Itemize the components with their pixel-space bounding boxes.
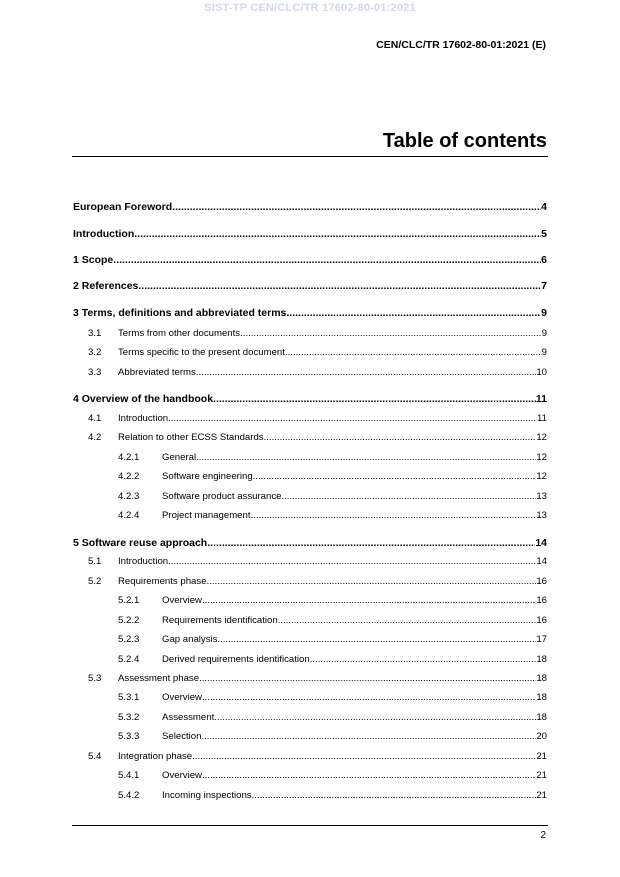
toc-entry[interactable] xyxy=(73,615,547,626)
toc-dot-leader xyxy=(202,770,536,781)
toc-entry-page: 12 xyxy=(536,452,547,463)
toc-entry-label: Assessment xyxy=(162,712,215,723)
toc-dot-leader xyxy=(138,280,541,292)
toc-entry[interactable] xyxy=(73,790,547,801)
toc-entry-label: Terms from other documents xyxy=(118,328,241,339)
toc-dot-leader xyxy=(217,634,536,645)
toc-entry[interactable] xyxy=(73,751,547,762)
toc-entry-number: 5.3.3 xyxy=(118,731,140,742)
toc-dot-leader xyxy=(202,595,536,606)
toc-entry-page: 10 xyxy=(536,367,547,378)
toc-dot-leader xyxy=(207,576,537,587)
toc-entry-label: Terms, definitions and abbreviated terms xyxy=(81,307,287,319)
toc-dot-leader xyxy=(252,790,537,801)
toc-entry-number: 5.4.2 xyxy=(118,790,140,801)
toc-entry[interactable] xyxy=(73,254,547,266)
toc-entry-number: 2 xyxy=(73,280,79,292)
toc-entry-label: Introduction xyxy=(73,228,135,240)
toc-entry-label: Overview of the handbook xyxy=(81,393,214,405)
toc-dot-leader xyxy=(201,731,536,742)
toc-entry-number: 5.3 xyxy=(88,673,102,684)
toc-entry-label: Selection xyxy=(162,731,202,742)
toc-entry-label: Introduction xyxy=(118,413,169,424)
toc-entry-number: 5.2.1 xyxy=(118,595,140,606)
toc-entry-page: 17 xyxy=(536,634,547,645)
toc-entry-number: 5.2 xyxy=(88,576,102,587)
toc-entry-label: Software engineering xyxy=(162,471,253,482)
toc-entry-label: Project management xyxy=(162,510,251,521)
toc-entry[interactable] xyxy=(73,413,547,424)
toc-entry-label: General xyxy=(162,452,197,463)
toc-entry-number: 4.2.4 xyxy=(118,510,140,521)
toc-entry-page: 21 xyxy=(536,770,547,781)
toc-entry-label: Incoming inspections xyxy=(162,790,252,801)
toc-entry-label: Derived requirements identification xyxy=(162,654,310,665)
toc-entry-page: 20 xyxy=(536,731,547,742)
toc-entry[interactable] xyxy=(73,432,547,443)
toc-dot-leader xyxy=(286,307,541,319)
toc-dot-leader xyxy=(213,393,536,405)
toc-entry-label: Overview xyxy=(162,595,202,606)
toc-entry-page: 11 xyxy=(535,393,547,405)
toc-entry-number: 4.2.1 xyxy=(118,452,140,463)
toc-entry-number: 5.3.1 xyxy=(118,692,140,703)
toc-dot-leader xyxy=(196,367,536,378)
toc-entry-page: 14 xyxy=(535,537,547,549)
toc-entry-number: 1 xyxy=(73,254,79,266)
toc-entry-label: Integration phase xyxy=(118,751,193,762)
toc-entry-label: Introduction xyxy=(118,556,169,567)
toc-entry-page: 16 xyxy=(536,576,547,587)
toc-entry[interactable] xyxy=(73,731,547,742)
toc-entry[interactable] xyxy=(73,347,547,358)
watermark: SIST-TP CEN/CLC/TR 17602-80-01:2021 xyxy=(204,2,416,14)
toc-entry-label: Assessment phase xyxy=(118,673,200,684)
toc-dot-leader xyxy=(281,491,536,502)
toc-entry-page: 16 xyxy=(536,595,547,606)
toc-entry-page: 7 xyxy=(541,280,547,292)
toc-entry-page: 12 xyxy=(536,471,547,482)
toc-dot-leader xyxy=(199,673,536,684)
toc-entry[interactable] xyxy=(73,367,547,378)
toc-entry-label: Terms specific to the present document xyxy=(118,347,285,358)
toc-dot-leader xyxy=(202,692,536,703)
toc-entry[interactable] xyxy=(73,634,547,645)
toc-entry-page: 18 xyxy=(536,712,547,723)
toc-dot-leader xyxy=(168,413,537,424)
toc-entry[interactable] xyxy=(73,673,547,684)
page-title: Table of contents xyxy=(382,130,547,152)
toc-entry-number: 4.2.2 xyxy=(118,471,140,482)
toc-entry-number: 5.4.1 xyxy=(118,770,140,781)
document-identifier: CEN/CLC/TR 17602-80-01:2021 (E) xyxy=(376,39,546,51)
toc-entry-label: European Foreword xyxy=(73,201,173,213)
toc-entry-page: 21 xyxy=(536,751,547,762)
toc-entry-page: 16 xyxy=(536,615,547,626)
toc-dot-leader xyxy=(278,615,537,626)
toc-dot-leader xyxy=(172,201,541,213)
toc-dot-leader xyxy=(113,254,541,266)
toc-entry-number: 3.1 xyxy=(88,328,102,339)
toc-entry-page: 9 xyxy=(541,328,547,339)
toc-dot-leader xyxy=(196,452,536,463)
footer-divider xyxy=(72,825,548,826)
toc-entry-page: 5 xyxy=(541,228,547,240)
toc-dot-leader xyxy=(251,510,537,521)
toc-entry-number: 5.1 xyxy=(88,556,102,567)
toc-entry-number: 3 xyxy=(73,307,79,319)
toc-entry[interactable] xyxy=(73,307,547,319)
toc-entry-page: 18 xyxy=(536,673,547,684)
toc-entry-label: Abbreviated terms xyxy=(118,367,196,378)
toc-entry[interactable] xyxy=(73,471,547,482)
toc-entry-number: 3.3 xyxy=(88,367,102,378)
toc-dot-leader xyxy=(214,712,536,723)
toc-entry-number: 5.4 xyxy=(88,751,102,762)
toc-entry[interactable] xyxy=(73,328,547,339)
toc-entry-label: Software product assurance xyxy=(162,491,282,502)
toc-dot-leader xyxy=(240,328,542,339)
toc-entry[interactable] xyxy=(73,576,547,587)
toc-dot-leader xyxy=(264,432,537,443)
toc-entry-label: References xyxy=(81,280,139,292)
toc-entry[interactable] xyxy=(73,692,547,703)
toc-entry[interactable] xyxy=(73,712,547,723)
toc-entry-page: 13 xyxy=(536,510,547,521)
toc-entry[interactable] xyxy=(73,654,547,665)
toc-dot-leader xyxy=(253,471,537,482)
toc-entry-label: Relation to other ECSS Standards xyxy=(118,432,264,443)
toc-entry-label: Overview xyxy=(162,692,202,703)
title-divider xyxy=(72,156,548,157)
toc-entry-number: 4.2 xyxy=(88,432,102,443)
toc-entry-number: 5.2.4 xyxy=(118,654,140,665)
toc-entry[interactable] xyxy=(73,452,547,463)
toc-entry-page: 13 xyxy=(536,491,547,502)
toc-entry-label: Software reuse approach xyxy=(81,537,208,549)
toc-entry[interactable] xyxy=(73,393,547,405)
toc-entry-number: 5 xyxy=(73,537,79,549)
toc-entry-page: 14 xyxy=(536,556,547,567)
toc-dot-leader xyxy=(134,228,541,240)
toc-entry-label: Gap analysis xyxy=(162,634,218,645)
toc-entry-number: 4.1 xyxy=(88,413,102,424)
toc-entry[interactable] xyxy=(73,537,547,549)
toc-entry-number: 5.2.2 xyxy=(118,615,140,626)
toc-entry-page: 9 xyxy=(541,347,547,358)
toc-entry[interactable] xyxy=(73,201,547,213)
toc-entry[interactable] xyxy=(73,510,547,521)
toc-entry-page: 6 xyxy=(541,254,547,266)
toc-entry-page: 21 xyxy=(536,790,547,801)
toc-dot-leader xyxy=(285,347,542,358)
toc-entry[interactable] xyxy=(73,280,547,292)
toc-dot-leader xyxy=(192,751,536,762)
toc-entry-label: Scope xyxy=(81,254,114,266)
toc-entry-number: 5.2.3 xyxy=(118,634,140,645)
toc-entry-page: 4 xyxy=(541,201,547,213)
toc-entry-page: 18 xyxy=(536,654,547,665)
toc-entry[interactable] xyxy=(73,228,547,240)
toc-entry-label: Overview xyxy=(162,770,202,781)
toc-entry-page: 12 xyxy=(536,432,547,443)
toc-entry-number: 5.3.2 xyxy=(118,712,140,723)
toc-entry-number: 4 xyxy=(73,393,79,405)
toc-entry-label: Requirements identification xyxy=(162,615,278,626)
toc-entry-page: 9 xyxy=(541,307,547,319)
toc-entry-page: 11 xyxy=(537,413,547,424)
toc-dot-leader xyxy=(207,537,535,549)
toc-dot-leader xyxy=(310,654,537,665)
toc-entry-label: Requirements phase xyxy=(118,576,207,587)
toc-entry[interactable] xyxy=(73,770,547,781)
toc-entry[interactable] xyxy=(73,556,547,567)
toc-entry[interactable] xyxy=(73,491,547,502)
toc-entry-number: 3.2 xyxy=(88,347,102,358)
toc-entry-number: 4.2.3 xyxy=(118,491,140,502)
page-number: 2 xyxy=(540,830,546,841)
toc-entry[interactable] xyxy=(73,595,547,606)
toc-entry-page: 18 xyxy=(536,692,547,703)
toc-dot-leader xyxy=(168,556,536,567)
